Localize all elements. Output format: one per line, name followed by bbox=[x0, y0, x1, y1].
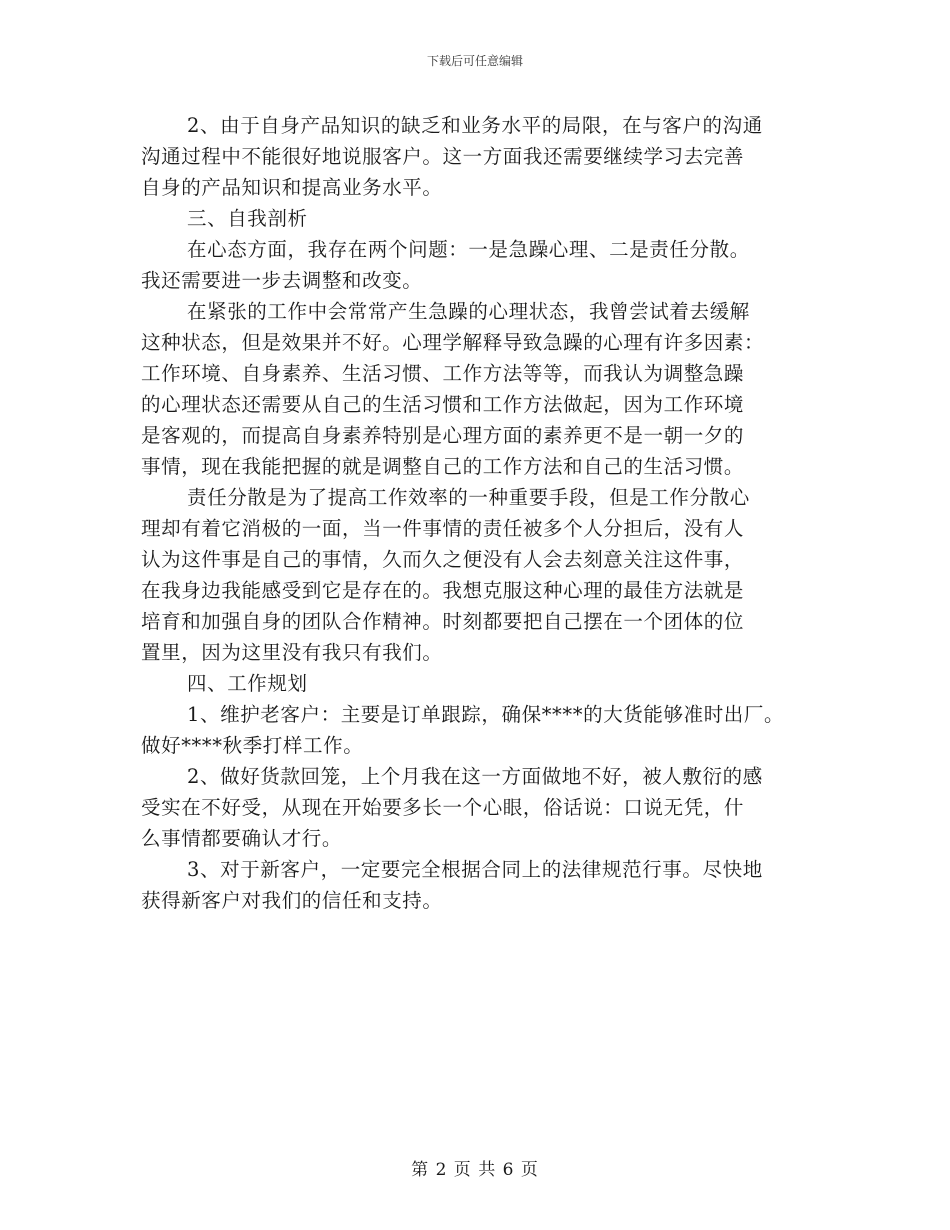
text-line: 做好****秋季打样工作。 bbox=[141, 734, 364, 757]
text-line: 置里，因为这里没有我只有我们。 bbox=[141, 641, 443, 664]
text-line: 培育和加强自身的团队合作精神。时刻都要把自己摆在一个团体的位 bbox=[141, 610, 745, 633]
text-line: 责任分散是为了提高工作效率的一种重要手段，但是工作分散心 bbox=[187, 486, 750, 509]
page-footer: 第 2 页 共 6 页 bbox=[411, 1160, 539, 1180]
text-line: 1、维护老客户：主要是订单跟踪，确保****的大货能够准时出厂。 bbox=[187, 703, 785, 726]
text-line: 理却有着它消极的一面，当一件事情的责任被多个人分担后，没有人 bbox=[141, 517, 745, 540]
text-line: 三、自我剖析 bbox=[187, 207, 308, 230]
text-line: 自身的产品知识和提高业务水平。 bbox=[141, 176, 443, 199]
text-line: 四、工作规划 bbox=[187, 672, 308, 695]
text-line: 事情，现在我能把握的就是调整自己的工作方法和自己的生活习惯。 bbox=[141, 455, 745, 478]
text-line: 么事情都要确认才行。 bbox=[141, 827, 343, 850]
text-line: 在紧张的工作中会常常产生急躁的心理状态，我曾尝试着去缓解 bbox=[187, 300, 750, 323]
text-line: 受实在不好受，从现在开始要多长一个心眼，俗话说：口说无凭，什 bbox=[141, 796, 745, 819]
text-line: 的心理状态还需要从自己的生活习惯和工作方法做起，因为工作环境 bbox=[141, 393, 745, 416]
document-body bbox=[141, 110, 821, 916]
text-line: 认为这件事是自己的事情，久而久之便没有人会去刻意关注这件事， bbox=[141, 548, 745, 571]
text-line: 在心态方面，我存在两个问题：一是急躁心理、二是责任分散。 bbox=[187, 238, 750, 261]
text-line: 2、做好货款回笼，上个月我在这一方面做地不好，被人敷衍的感 bbox=[187, 765, 763, 788]
page-header: 下载后可任意编辑 bbox=[426, 54, 523, 68]
text-line: 是客观的，而提高自身素养特别是心理方面的素养更不是一朝一夕的 bbox=[141, 424, 745, 447]
text-line: 这种状态，但是效果并不好。心理学解释导致急躁的心理有许多因素： bbox=[141, 331, 765, 354]
text-line: 2、由于自身产品知识的缺乏和业务水平的局限，在与客户的沟通 bbox=[187, 114, 763, 137]
text-line: 我还需要进一步去调整和改变。 bbox=[141, 269, 423, 292]
text-line: 在我身边我能感受到它是存在的。我想克服这种心理的最佳方法就是 bbox=[141, 579, 745, 602]
text-line: 沟通过程中不能很好地说服客户。这一方面我还需要继续学习去完善 bbox=[141, 145, 745, 168]
text-line: 工作环境、自身素养、生活习惯、工作方法等等，而我认为调整急躁 bbox=[141, 362, 745, 385]
text-line: 3、对于新客户，一定要完全根据合同上的法律规范行事。尽快地 bbox=[187, 858, 763, 881]
text-line: 获得新客户对我们的信任和支持。 bbox=[141, 889, 443, 912]
